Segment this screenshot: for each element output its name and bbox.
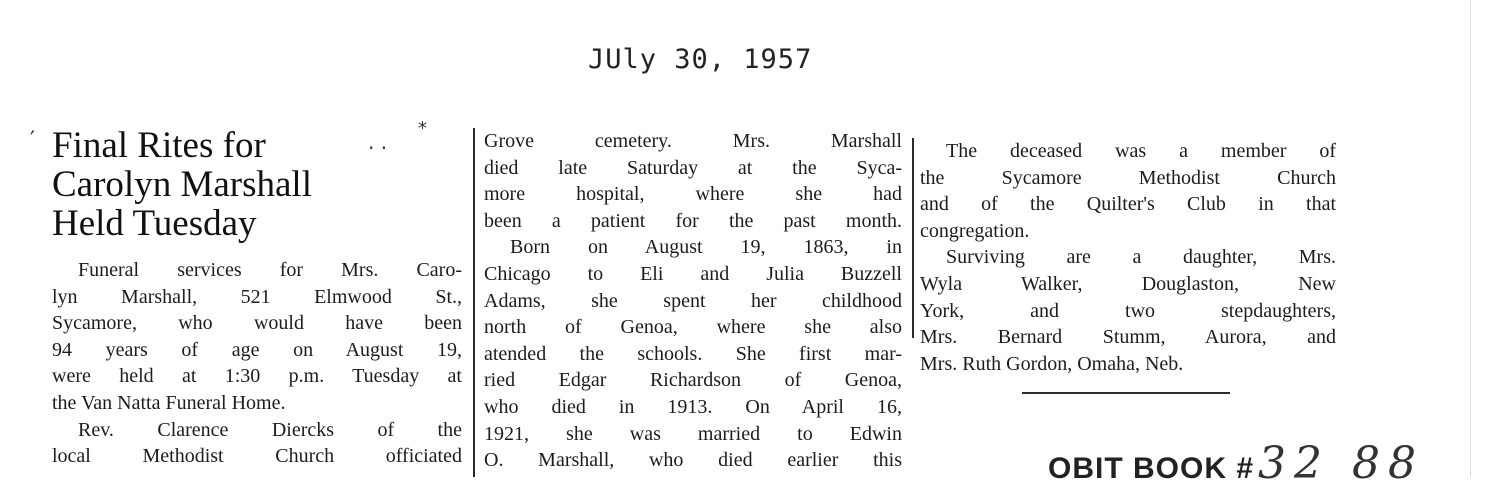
article-line: the Sycamore Methodist Church (920, 166, 1336, 189)
article-line: Born on August 19, 1863, in (510, 236, 902, 259)
column-3 (920, 138, 1336, 377)
article-line: Funeral services for Mrs. Caro- (78, 259, 462, 281)
article-line: who died in 1913. On April 16, (484, 395, 902, 418)
column-1 (52, 257, 462, 470)
article-line: Sycamore, who would have been (52, 312, 462, 335)
column-divider (473, 128, 475, 477)
column-2 (484, 128, 902, 474)
headline-line: Carolyn Marshall (52, 164, 312, 205)
print-mark: * (418, 118, 427, 139)
page-edge (1470, 0, 1471, 477)
article-line: Surviving are a daughter, Mrs. (946, 246, 1336, 269)
article-line: 94 years of age on August 19, (52, 338, 462, 361)
article-line: were held at 1:30 p.m. Tuesday at (52, 365, 462, 388)
headline (52, 126, 452, 243)
handwritten-number: 32 88 (1258, 438, 1424, 489)
article-line: local Methodist Church officiated (52, 445, 462, 468)
article-line: 1921, she was married to Edwin (484, 422, 902, 445)
clipping-date: JUly 30, 1957 (588, 44, 813, 75)
print-mark: . . (368, 130, 388, 154)
article-line: the Van Natta Funeral Home. (52, 391, 286, 414)
article-line: congregation. (920, 219, 1030, 242)
headline-line: Held Tuesday (52, 203, 257, 244)
article-line: Adams, she spent her childhood (484, 289, 902, 312)
article-line: Chicago to Eli and Julia Buzzell (484, 262, 902, 285)
article-line: O. Marshall, who died earlier this (484, 449, 902, 472)
article-line: Wyla Walker, Douglaston, New (920, 272, 1336, 295)
headline-line: Final Rites for (52, 125, 266, 166)
article-line: lyn Marshall, 521 Elmwood St., (52, 285, 462, 308)
article-line: Rev. Clarence Diercks of the (78, 418, 462, 441)
article-line: Mrs. Ruth Gordon, Omaha, Neb. (920, 352, 1184, 375)
end-rule (1022, 392, 1230, 394)
article-line: died late Saturday at the Syca- (484, 156, 902, 179)
article-line: north of Genoa, where she also (484, 316, 902, 339)
article-line: been a patient for the past month. (484, 209, 902, 232)
article-line: York, and two stepdaughters, (920, 299, 1336, 322)
article-line: The deceased was a member of (946, 140, 1336, 162)
article-line: more hospital, where she had (484, 183, 902, 206)
print-mark: ′ (30, 128, 35, 153)
article-line: ried Edgar Richardson of Genoa, (484, 369, 902, 392)
article-line: atended the schools. She first mar- (484, 342, 902, 365)
column-divider (912, 138, 914, 338)
article-line: and of the Quilter's Club in that (920, 193, 1336, 216)
article-line: Mrs. Bernard Stumm, Aurora, and (920, 326, 1336, 349)
obit-book-stamp: OBIT BOOK # (1048, 452, 1255, 485)
article-line: Grove cemetery. Mrs. Marshall (484, 130, 902, 152)
